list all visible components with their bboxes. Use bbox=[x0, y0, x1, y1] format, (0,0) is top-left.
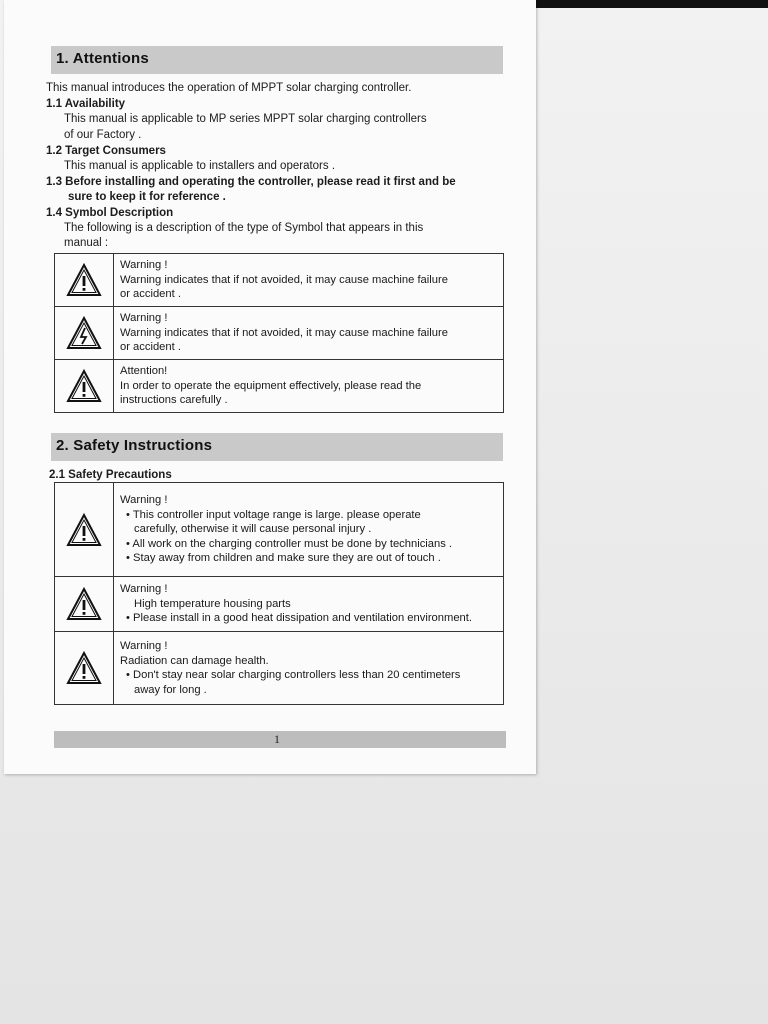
safety-bullet: • This controller input voltage range is large. please operate bbox=[126, 508, 421, 521]
safety-bullet: • Don't stay near solar charging controllers less than 20 centimeters bbox=[126, 669, 461, 681]
section-1-title: 1. Attentions bbox=[56, 50, 149, 67]
symbol-row-title: Attention! bbox=[120, 365, 168, 378]
intro-text: This manual introduces the operation of MPPT solar charging controller. bbox=[46, 82, 412, 94]
page-footer bbox=[54, 731, 506, 748]
electric-hazard-icon bbox=[55, 307, 114, 360]
warning-triangle-icon bbox=[55, 254, 114, 307]
symbol-row-title: Warning ! bbox=[120, 312, 168, 325]
symbol-row bbox=[55, 307, 504, 360]
manual-page bbox=[4, 0, 536, 774]
warning-triangle-icon bbox=[55, 632, 114, 705]
symbol-text-2: manual : bbox=[64, 237, 109, 249]
symbol-text-1: The following is a description of the type of Symbol that appears in this bbox=[64, 222, 424, 234]
before-heading-2: sure to keep it for reference . bbox=[68, 191, 226, 203]
target-text: This manual is applicable to installers and operators . bbox=[64, 160, 336, 172]
symbol-row-line: or accident . bbox=[120, 288, 181, 301]
symbol-row-line: Warning indicates that if not avoided, it may cause machine failure bbox=[120, 273, 448, 286]
symbol-row bbox=[55, 360, 504, 413]
safety-row-title: Warning ! bbox=[120, 640, 168, 652]
warning-triangle-icon bbox=[55, 360, 114, 413]
availability-text-2: of our Factory . bbox=[64, 129, 142, 141]
safety-row bbox=[55, 483, 504, 577]
safety-bullet: • All work on the charging controller must be done by technicians . bbox=[126, 537, 453, 550]
warning-triangle-icon bbox=[55, 577, 114, 632]
symbol-row bbox=[55, 254, 504, 307]
symbol-table bbox=[54, 253, 504, 413]
symbol-heading: 1.4 Symbol Description bbox=[46, 207, 174, 219]
availability-text-1: This manual is applicable to MP series MPPT solar charging controllers bbox=[64, 113, 427, 125]
section-2-header bbox=[51, 433, 503, 461]
safety-row bbox=[55, 577, 504, 632]
page-number: 1 bbox=[274, 732, 280, 746]
safety-bullet: • Stay away from children and make sure they are out of touch . bbox=[126, 552, 441, 565]
symbol-row-line: Warning indicates that if not avoided, it may cause machine failure bbox=[120, 326, 448, 339]
scan-edge-strip bbox=[530, 0, 768, 8]
symbol-row-line: or accident . bbox=[120, 341, 181, 354]
precautions-heading: 2.1 Safety Precautions bbox=[49, 469, 172, 481]
safety-bullet: • Please install in a good heat dissipation and ventilation environment. bbox=[126, 612, 472, 625]
symbol-row-title: Warning ! bbox=[120, 259, 168, 272]
safety-line: Radiation can damage health. bbox=[120, 654, 269, 667]
symbol-row-line: In order to operate the equipment effectively, please read the bbox=[120, 379, 422, 392]
safety-bullet-cont: away for long . bbox=[134, 683, 207, 696]
section-1-header bbox=[51, 46, 503, 74]
symbol-row-line: instructions carefully . bbox=[120, 394, 228, 407]
warning-triangle-icon bbox=[55, 483, 114, 577]
before-heading-1: 1.3 Before installing and operating the controller, please read it first and be bbox=[46, 176, 456, 188]
target-heading: 1.2 Target Consumers bbox=[46, 145, 166, 157]
safety-row-title: Warning ! bbox=[120, 494, 168, 507]
safety-bullet-cont: carefully, otherwise it will cause personal injury . bbox=[134, 523, 372, 536]
safety-table bbox=[54, 482, 504, 705]
safety-row bbox=[55, 632, 504, 705]
safety-line: High temperature housing parts bbox=[134, 597, 291, 610]
availability-heading: 1.1 Availability bbox=[46, 98, 126, 110]
section-2-title: 2. Safety Instructions bbox=[56, 437, 213, 454]
safety-row-title: Warning ! bbox=[120, 583, 168, 596]
